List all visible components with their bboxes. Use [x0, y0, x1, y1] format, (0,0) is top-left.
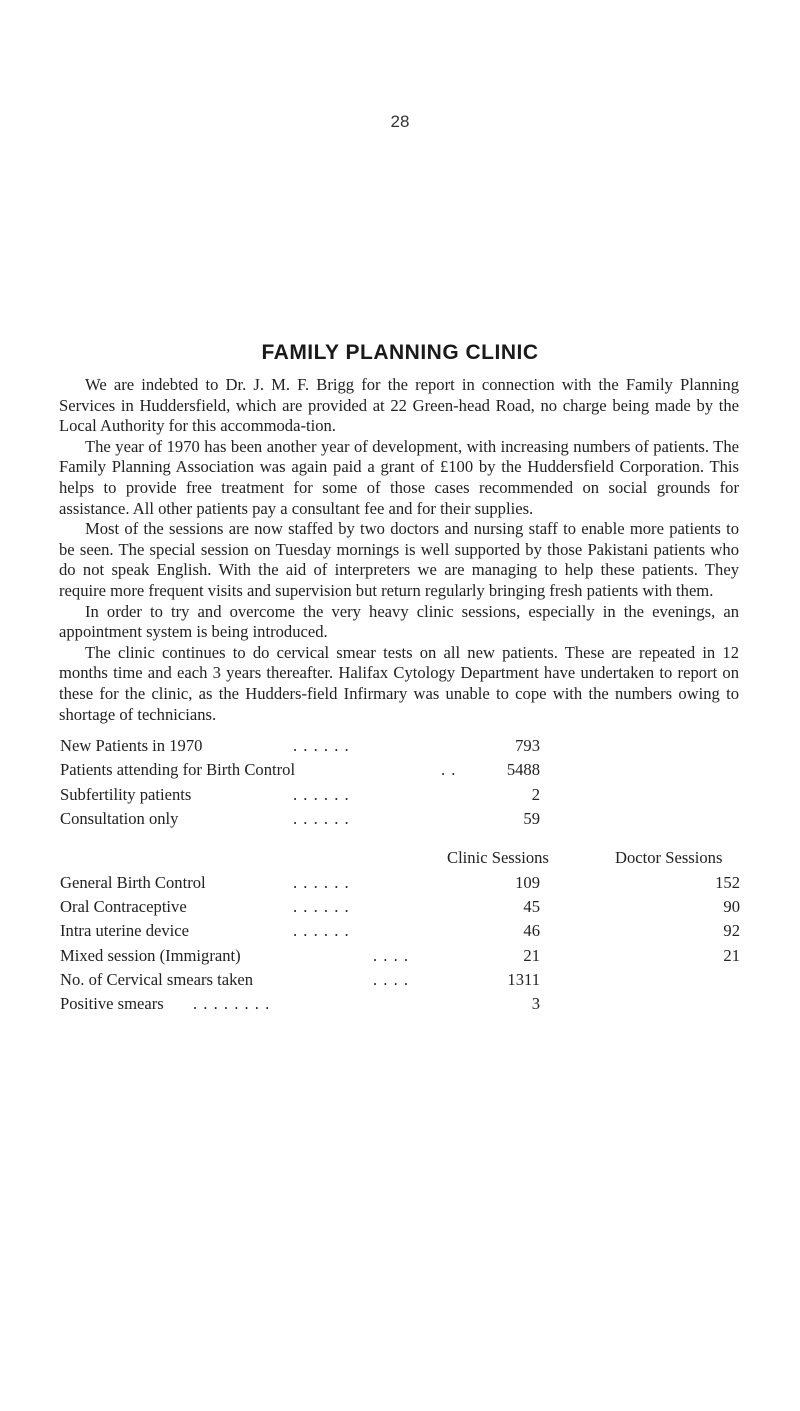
stat-row: [60, 758, 540, 782]
stat-value: 2: [531, 784, 540, 804]
patient-stats-table: [60, 734, 540, 831]
clinic-sessions-value: 45: [523, 897, 540, 917]
leader-dots: . .: [441, 760, 457, 780]
leader-dots: . . . . . .: [293, 921, 350, 941]
row-label: Intra uterine device: [60, 921, 189, 941]
stat-label: New Patients in 1970: [60, 736, 203, 755]
table-row: [60, 871, 740, 895]
paragraph: The year of 1970 has been another year of development, with increasing numbers of patients. The Family Planning Association was again paid a grant of £100 by the Huddersfield Corporation. This helps to provide free treatment for some of those cases recommended on social grounds for assistance. All other patients pay a consultant fee and for their supplies.: [59, 436, 739, 518]
clinic-sessions-value: 3: [531, 993, 540, 1013]
stat-row: [60, 783, 540, 807]
page-number: 28: [390, 112, 410, 131]
leader-dots: . . . . . .: [293, 808, 350, 828]
report-body: [59, 375, 739, 725]
row-label: Oral Contraceptive: [60, 897, 187, 917]
table-row: [60, 944, 740, 968]
stat-label: Subfertility patients: [60, 784, 192, 804]
leader-dots: . . . . . .: [293, 873, 350, 892]
clinic-sessions-header: Clinic Sessions: [447, 848, 549, 867]
row-label: Mixed session (Immigrant): [60, 945, 241, 965]
table-row: [60, 895, 740, 919]
sessions-table: [60, 845, 740, 1016]
clinic-sessions-value: 1311: [507, 969, 540, 989]
doctor-sessions-value: 152: [715, 873, 740, 892]
page-title: FAMILY PLANNING CLINIC: [261, 341, 539, 364]
clinic-sessions-value: 109: [515, 873, 540, 892]
stat-row: [60, 807, 540, 831]
sessions-header-row: [60, 845, 740, 871]
doctor-sessions-header: Doctor Sessions: [615, 848, 723, 867]
stat-value: 5488: [506, 760, 540, 780]
table-row: [60, 992, 740, 1016]
stat-row: [60, 734, 540, 758]
stat-label: Consultation only: [60, 808, 179, 828]
leader-dots: . . . . . .: [293, 784, 350, 804]
paragraph: The clinic continues to do cervical smear tests on all new patients. These are repeated in 12 months time and each 3 years thereafter. Halifax Cytology Department have undertaken to report on these for the clinic, as the Hudders-field Infirmary was unable to cope with the numbers owing to shortage of technicians.: [59, 642, 739, 724]
paragraph: In order to try and overcome the very heavy clinic sessions, especially in the evenings, an appointment system is being introduced.: [59, 601, 739, 642]
table-row: [60, 919, 740, 943]
stat-value: 59: [523, 808, 540, 828]
leader-dots: . . . .: [373, 945, 410, 965]
row-label: Positive smears: [60, 993, 164, 1013]
leader-dots: . . . . . .: [293, 897, 350, 917]
paragraph: Most of the sessions are now staffed by two doctors and nursing staff to enable more patients to be seen. The special session on Tuesday mornings is well supported by those Pakistani patients who do not speak English. With the aid of interpreters we are managing to help these patients. They require more frequent visits and supervision but return regularly bringing fresh patients with them.: [59, 519, 739, 600]
leader-dots: . . . . . . . .: [193, 993, 271, 1013]
paragraph: We are indebted to Dr. J. M. F. Brigg for the report in connection with the Family Planning Services in Huddersfield, which are provided at 22 Green-head Road, no charge being made by the Local Authority for this accommoda-tion.: [59, 375, 739, 436]
leader-dots: . . . .: [373, 969, 410, 989]
stat-value: 793: [515, 736, 540, 755]
doctor-sessions-value: 21: [723, 945, 740, 965]
clinic-sessions-value: 21: [523, 945, 540, 965]
row-label: No. of Cervical smears taken: [60, 969, 254, 989]
clinic-sessions-value: 46: [523, 921, 540, 941]
row-label: General Birth Control: [60, 873, 206, 892]
table-row: [60, 968, 740, 992]
leader-dots: . . . . . .: [293, 736, 350, 755]
doctor-sessions-value: 92: [723, 921, 740, 941]
stat-label: Patients attending for Birth Control: [60, 760, 296, 780]
doctor-sessions-value: 90: [723, 897, 740, 917]
